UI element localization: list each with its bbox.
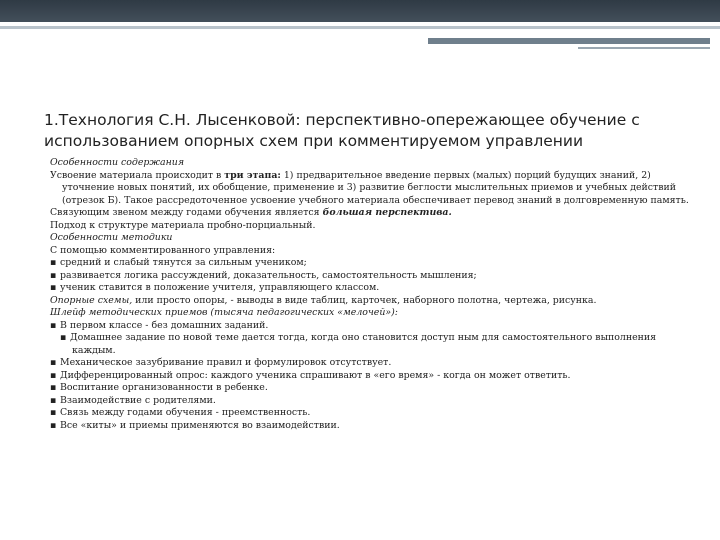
header-divider-line <box>0 26 720 29</box>
paragraph-reference-schemes: Опорные схемы, или просто опоры, - выводы в виде таблиц, карточек, наборного полотна, чертежа, рисунка. <box>50 294 597 306</box>
list-item: ▪ В первом классе - без домашних заданий. <box>50 319 269 331</box>
list-item: ▪ Связь между годами обучения - преемственность. <box>50 407 311 418</box>
list-item: ▪ ученик ставится в положение учителя, управляющего классом. <box>50 282 380 293</box>
list-item: ▪ Все «киты» и приемы применяются во взаимодействии. <box>50 419 340 431</box>
slide-header-bar <box>0 0 720 22</box>
paragraph-commented-control: С помощью комментированного управления: <box>50 244 276 256</box>
list-item: ▪ Дифференцированный опрос: каждого ученика спрашивают в «его время» - когда он может ответить. <box>50 369 571 381</box>
slide-content <box>50 157 690 432</box>
header-accent-bar <box>428 38 710 44</box>
list-item: ▪ Домашнее задание по новой теме дается тогда, когда оно становится доступ ным для самостоятельного выполнения каждым. <box>60 332 657 356</box>
heading-method-features: Особенности методики <box>50 232 173 243</box>
heading-content-features: Особенности содержания <box>50 157 185 168</box>
list-item: ▪ Механическое зазубривание правил и формулировок отсутствует. <box>50 357 392 368</box>
header-accent-line <box>578 47 710 49</box>
heading-method-tricks: Шлейф методических приемов (тысяча педагогических «мелочей»): <box>50 307 398 318</box>
list-item: ▪ Взаимодействие с родителями. <box>50 394 216 406</box>
paragraph-approach: Подход к структуре материала пробно-порциальный. <box>50 219 316 231</box>
slide-title: 1.Технология С.Н. Лысенковой: перспективно-опережающее обучение с использованием опорных схем при комментируемом управлении <box>44 111 640 150</box>
paragraph-perspective: Связующим звеном между годами обучения является большая перспектива. <box>50 207 452 218</box>
paragraph-stages: Усвоение материала происходит в три этапа: 1) предварительное введение первых (малых) порций будущих знаний, 2) уточнение новых понятий, их обобщение, применение и 3) развитие беглости мыслительных приемов и учебных действий (отрезок Б). Такое рассредоточенное усвоение учебного материала обеспечивает перевод знаний в долговременную память. <box>50 169 689 206</box>
list-item: ▪ развивается логика рассуждений, доказательность, самостоятельность мышления; <box>50 269 477 281</box>
list-item: ▪ средний и слабый тянутся за сильным учеником; <box>50 257 307 268</box>
list-item: ▪ Воспитание организованности в ребенке. <box>50 382 268 393</box>
